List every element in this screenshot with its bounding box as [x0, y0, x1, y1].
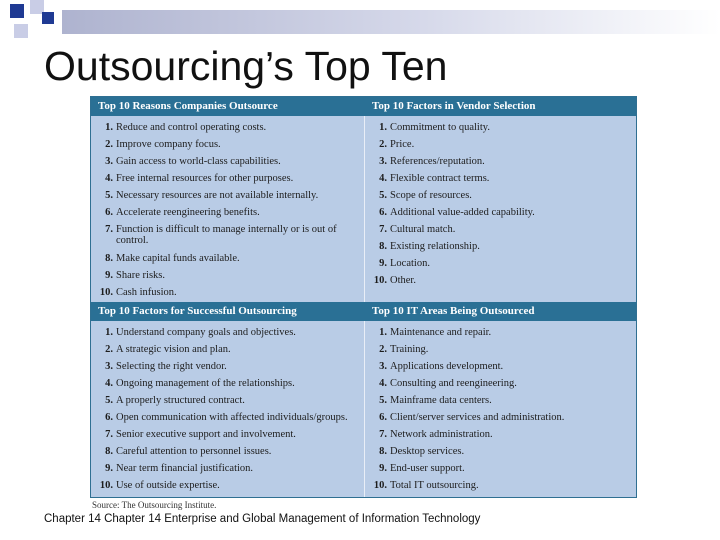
- item-number: 9.: [379, 258, 387, 269]
- item-text: Function is difficult to manage internally or is out of control.: [116, 224, 337, 246]
- item-text: Maintenance and repair.: [390, 327, 492, 338]
- item-text: Improve company focus.: [116, 139, 221, 150]
- source-note: Source: The Outsourcing Institute.: [92, 500, 217, 510]
- item-text: Share risks.: [116, 270, 165, 281]
- item-number: 1.: [379, 122, 387, 133]
- list-item: [369, 122, 490, 133]
- list-item: [369, 190, 472, 201]
- list-item: [369, 463, 465, 474]
- list-item: [95, 156, 281, 167]
- header-success-factors: Top 10 Factors for Successful Outsourcing: [98, 305, 297, 317]
- item-text: Understand company goals and objectives.: [116, 327, 296, 338]
- item-text: Existing relationship.: [390, 241, 480, 252]
- outsourcing-table: [90, 96, 637, 498]
- item-text: Open communication with affected individuals/groups.: [116, 412, 348, 423]
- list-item: [95, 480, 220, 491]
- item-number: 4.: [379, 173, 387, 184]
- list-item: [95, 207, 260, 218]
- item-number: 6.: [379, 412, 387, 423]
- list-item: [95, 344, 231, 355]
- list-item: [95, 378, 295, 389]
- item-number: 5.: [105, 190, 113, 201]
- item-number: 5.: [379, 190, 387, 201]
- item-text: Total IT outsourcing.: [390, 480, 479, 491]
- list-item: [95, 122, 266, 133]
- list-item: [95, 395, 245, 406]
- item-number: 3.: [379, 361, 387, 372]
- list-item: [369, 224, 455, 235]
- column-divider-2: [364, 321, 365, 497]
- item-number: 1.: [379, 327, 387, 338]
- item-number: 7.: [379, 224, 387, 235]
- list-item: [369, 258, 430, 269]
- item-text: Mainframe data centers.: [390, 395, 492, 406]
- item-number: 1.: [105, 327, 113, 338]
- item-number: 8.: [379, 446, 387, 457]
- list-item: [369, 327, 491, 338]
- item-number: 7.: [105, 224, 113, 235]
- list-item: [369, 480, 479, 491]
- list-item: [95, 190, 318, 201]
- item-text: Consulting and reengineering.: [390, 378, 517, 389]
- list-item: [95, 327, 296, 338]
- list-item: [95, 224, 356, 246]
- item-text: Careful attention to personnel issues.: [116, 446, 272, 457]
- header-reasons: Top 10 Reasons Companies Outsource: [98, 100, 278, 112]
- item-text: Gain access to world-class capabilities.: [116, 156, 281, 167]
- item-text: References/reputation.: [390, 156, 485, 167]
- item-number: 1.: [105, 122, 113, 133]
- header-vendor-factors: Top 10 Factors in Vendor Selection: [372, 100, 536, 112]
- list-item: [95, 253, 240, 264]
- item-number: 9.: [105, 270, 113, 281]
- list-item: [369, 207, 535, 218]
- item-text: Reduce and control operating costs.: [116, 122, 267, 133]
- item-text: End-user support.: [390, 463, 465, 474]
- slide-footer: Chapter 14 Chapter 14 Enterprise and Global Management of Information Technology: [44, 513, 481, 525]
- item-number: 9.: [105, 463, 113, 474]
- item-number: 4.: [379, 378, 387, 389]
- list-item: [369, 275, 416, 286]
- section-2-header: [91, 302, 636, 321]
- item-text: Additional value-added capability.: [390, 207, 535, 218]
- item-text: Price.: [390, 139, 415, 150]
- item-number: 8.: [105, 253, 113, 264]
- item-text: Network administration.: [390, 429, 493, 440]
- item-number: 6.: [379, 207, 387, 218]
- item-number: 2.: [379, 344, 387, 355]
- item-number: 2.: [105, 139, 113, 150]
- item-number: 2.: [379, 139, 387, 150]
- item-text: Scope of resources.: [390, 190, 472, 201]
- list-item: [369, 395, 492, 406]
- item-text: Use of outside expertise.: [116, 480, 220, 491]
- item-number: 6.: [105, 207, 113, 218]
- item-text: Cultural match.: [390, 224, 456, 235]
- item-text: Desktop services.: [390, 446, 465, 457]
- item-number: 8.: [379, 241, 387, 252]
- list-item: [369, 446, 464, 457]
- list-item: [369, 361, 503, 372]
- list-item: [369, 139, 414, 150]
- item-number: 5.: [105, 395, 113, 406]
- item-text: Ongoing management of the relationships.: [116, 378, 295, 389]
- decor-square-3: [42, 12, 54, 24]
- item-number: 4.: [105, 378, 113, 389]
- item-number: 4.: [105, 173, 113, 184]
- header-it-areas: Top 10 IT Areas Being Outsourced: [372, 305, 535, 317]
- list-item: [95, 270, 165, 281]
- item-number: 9.: [379, 463, 387, 474]
- list-item: [369, 156, 485, 167]
- item-number: 7.: [379, 429, 387, 440]
- item-text: Near term financial justification.: [116, 463, 254, 474]
- list-item: [369, 344, 428, 355]
- item-text: Flexible contract terms.: [390, 173, 490, 184]
- item-number: 10.: [99, 480, 113, 491]
- list-item: [95, 287, 177, 298]
- item-number: 3.: [379, 156, 387, 167]
- decor-square-4: [14, 24, 28, 38]
- item-text: Location.: [390, 258, 430, 269]
- item-number: 6.: [105, 412, 113, 423]
- list-item: [95, 463, 253, 474]
- item-number: 7.: [105, 429, 113, 440]
- item-text: A properly structured contract.: [116, 395, 245, 406]
- item-text: Free internal resources for other purposes.: [116, 173, 294, 184]
- title-bar-decoration: [62, 10, 720, 34]
- item-text: Commitment to quality.: [390, 122, 490, 133]
- item-text: Applications development.: [390, 361, 504, 372]
- list-item: [369, 412, 564, 423]
- item-text: Training.: [390, 344, 429, 355]
- item-text: Selecting the right vendor.: [116, 361, 227, 372]
- item-number: 3.: [105, 156, 113, 167]
- list-item: [95, 429, 296, 440]
- item-text: Senior executive support and involvement.: [116, 429, 296, 440]
- item-number: 3.: [105, 361, 113, 372]
- list-item: [95, 361, 227, 372]
- slide-title: Outsourcing’s Top Ten: [44, 43, 448, 89]
- item-number: 10.: [99, 287, 113, 298]
- item-number: 8.: [105, 446, 113, 457]
- item-number: 5.: [379, 395, 387, 406]
- item-number: 2.: [105, 344, 113, 355]
- item-number: 10.: [373, 480, 387, 491]
- list-item: [95, 139, 221, 150]
- item-text: Make capital funds available.: [116, 253, 240, 264]
- list-item: [369, 429, 493, 440]
- list-item: [95, 446, 271, 457]
- list-item: [95, 412, 348, 423]
- list-item: [369, 241, 480, 252]
- item-text: Client/server services and administration.: [390, 412, 565, 423]
- decor-square-1: [10, 4, 24, 18]
- list-item: [369, 378, 517, 389]
- item-text: A strategic vision and plan.: [116, 344, 231, 355]
- item-text: Other.: [390, 275, 416, 286]
- item-text: Cash infusion.: [116, 287, 177, 298]
- item-text: Necessary resources are not available internally.: [116, 190, 319, 201]
- list-item: [369, 173, 489, 184]
- list-item: [95, 173, 293, 184]
- section-1-header: [91, 97, 636, 116]
- item-text: Accelerate reengineering benefits.: [116, 207, 260, 218]
- item-number: 10.: [373, 275, 387, 286]
- column-divider-1: [364, 116, 365, 302]
